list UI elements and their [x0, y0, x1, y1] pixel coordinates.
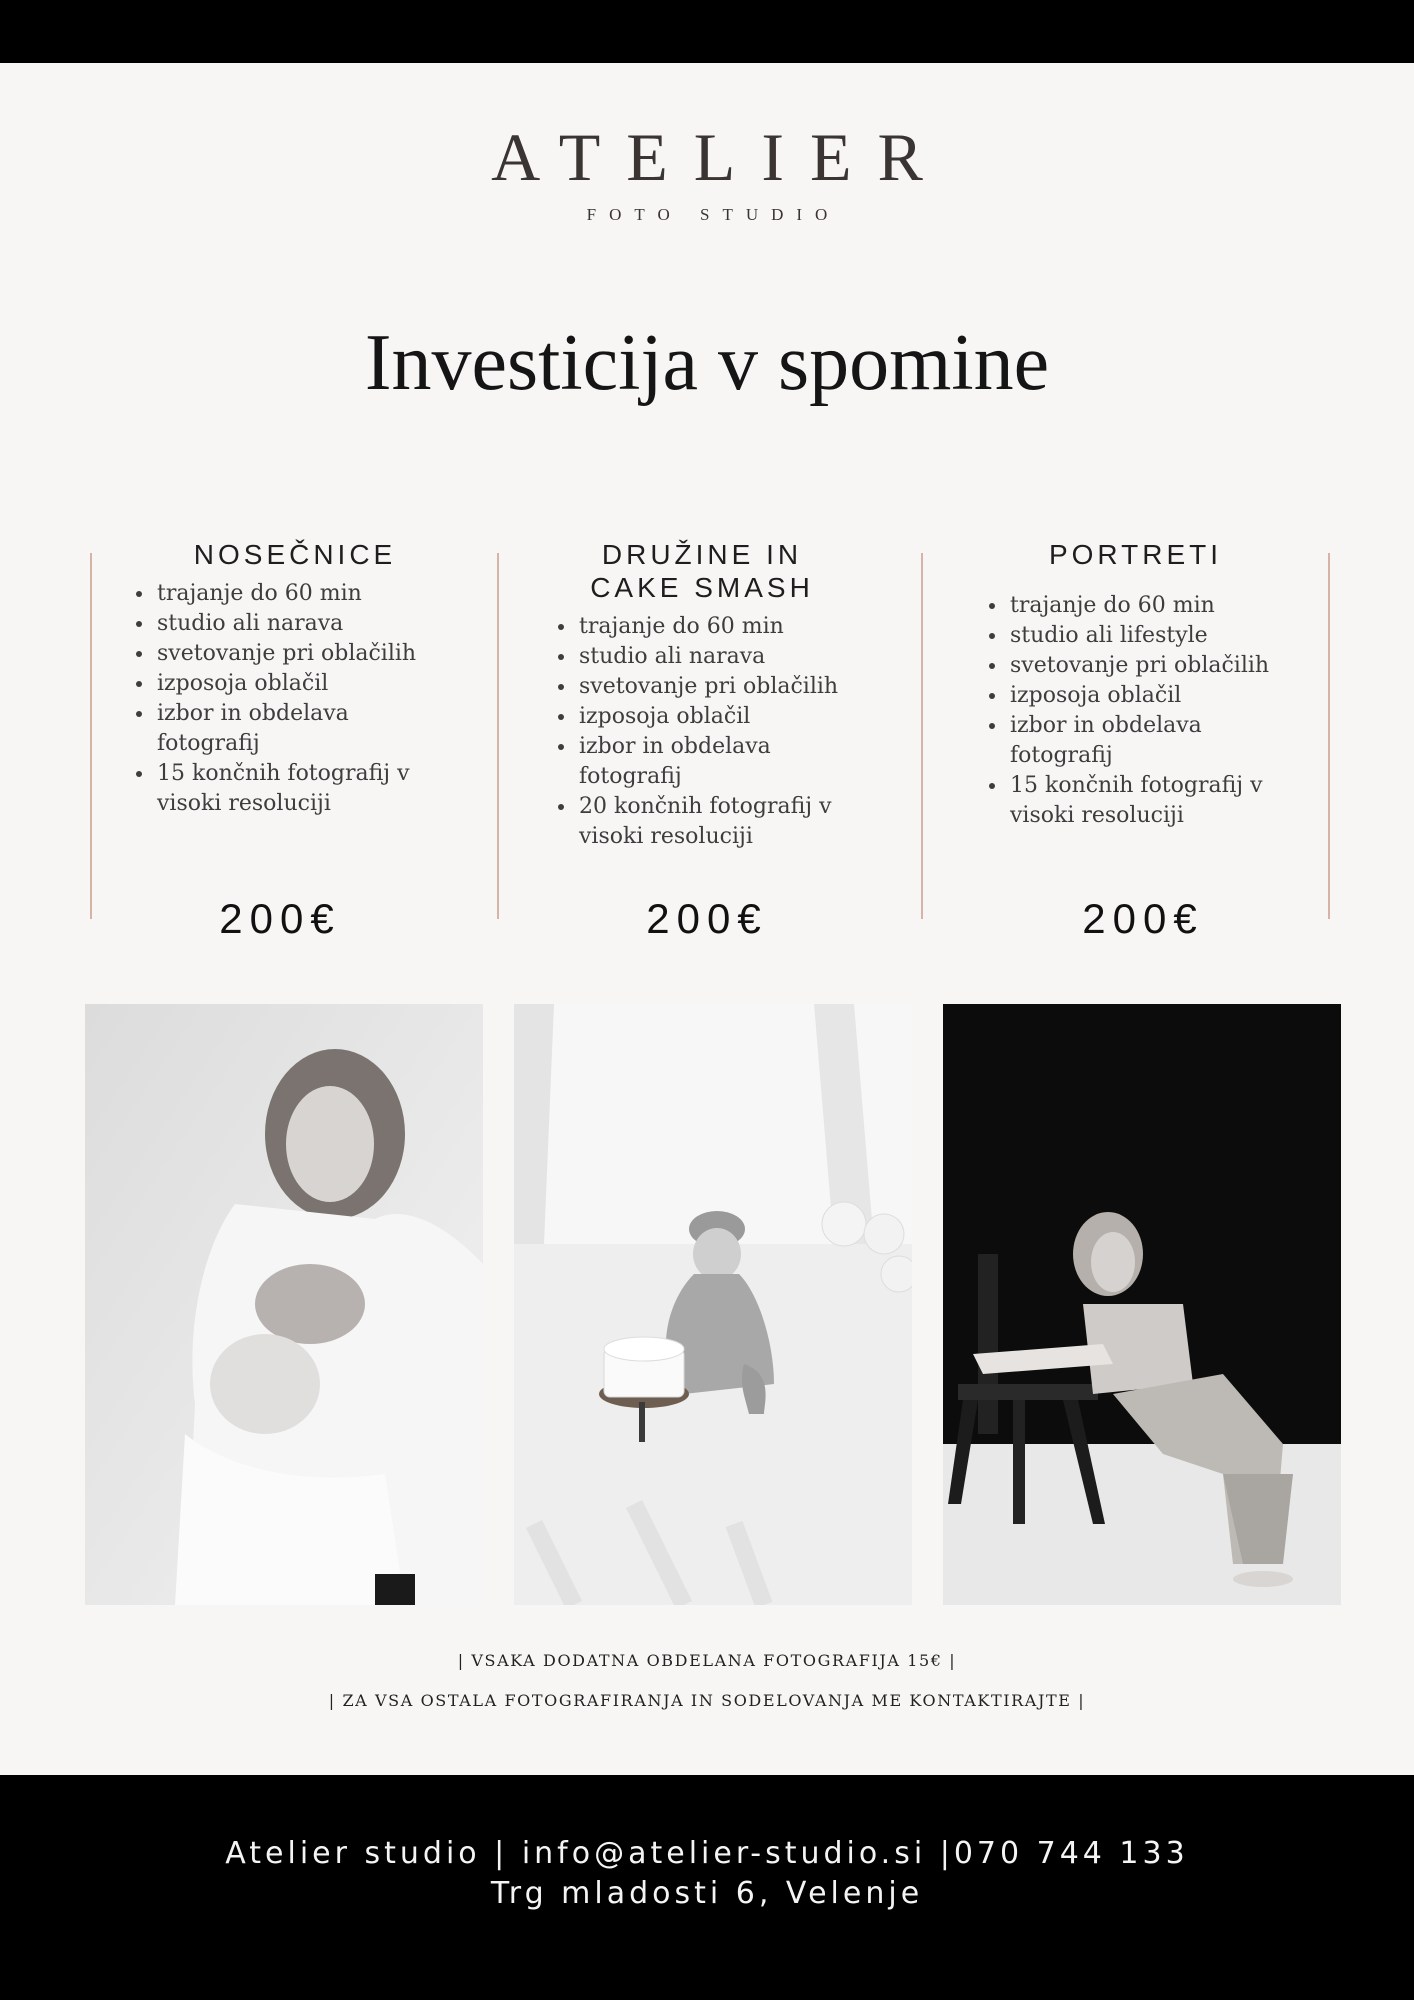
- package-feature-list: [547, 612, 887, 852]
- column-divider: [90, 553, 92, 919]
- package-title-line: PORTRETI: [1048, 539, 1223, 570]
- studio-logo: ATELIER: [491, 119, 949, 195]
- package-title-line: CAKE SMASH: [590, 572, 814, 603]
- column-divider: [921, 553, 923, 919]
- package-price: 200€: [646, 895, 768, 942]
- top-bar: [0, 0, 1414, 63]
- footer-address: Trg mladosti 6, Velenje: [490, 1876, 924, 1911]
- column-divider: [1328, 553, 1330, 919]
- package-portreti: [978, 538, 1318, 831]
- feature-item: • trajanje do 60 min: [577, 612, 887, 642]
- column-divider: [497, 553, 499, 919]
- feature-item: • svetovanje pri oblačilih: [1008, 651, 1318, 681]
- feature-item: • izposoja oblačil: [1008, 681, 1318, 711]
- feature-item: • izbor in obdelava fotografij: [1008, 711, 1210, 771]
- contact-note: | ZA VSA OSTALA FOTOGRAFIRANJA IN SODELOVANJA ME KONTAKTIRAJTE |: [328, 1691, 1086, 1710]
- page-title: Investicija v spomine: [364, 319, 1050, 407]
- feature-item: • 15 končnih fotografij v visoki resoluciji: [1008, 771, 1300, 831]
- feature-item: • studio ali narava: [577, 642, 887, 672]
- package-title: [547, 538, 857, 604]
- package-feature-list: [125, 579, 465, 819]
- package-druzine: [547, 538, 887, 852]
- feature-item: • 20 končnih fotografij v visoki resoluciji: [577, 792, 869, 852]
- extra-photo-note: | VSAKA DODATNA OBDELANA FOTOGRAFIJA 15€ |: [457, 1651, 957, 1670]
- feature-item: • studio ali lifestyle: [1008, 621, 1318, 651]
- footer-contact: Atelier studio | info@atelier-studio.si |070 744 133: [225, 1836, 1189, 1871]
- package-title: [125, 538, 465, 571]
- feature-item: • 15 končnih fotografij v visoki resoluciji: [155, 759, 447, 819]
- cake-smash-photo: [514, 1004, 912, 1605]
- feature-item: • svetovanje pri oblačilih: [577, 672, 887, 702]
- package-feature-list: [978, 591, 1318, 831]
- package-price: 200€: [1082, 895, 1204, 942]
- feature-item: • trajanje do 60 min: [155, 579, 465, 609]
- feature-item: • svetovanje pri oblačilih: [155, 639, 465, 669]
- package-title-line: DRUŽINE IN: [601, 539, 803, 570]
- feature-item: • izposoja oblačil: [577, 702, 887, 732]
- feature-item: • izposoja oblačil: [155, 669, 465, 699]
- portrait-photo: [943, 1004, 1341, 1605]
- maternity-photo: [85, 1004, 483, 1605]
- studio-logo-subtitle: FOTO STUDIO: [586, 205, 841, 224]
- package-nosecnice: [125, 538, 465, 819]
- feature-item: • izbor in obdelava fotografij: [577, 732, 779, 792]
- feature-item: • izbor in obdelava fotografij: [155, 699, 357, 759]
- feature-item: • trajanje do 60 min: [1008, 591, 1318, 621]
- package-title-line: NOSEČNICE: [193, 539, 397, 570]
- feature-item: • studio ali narava: [155, 609, 465, 639]
- package-price: 200€: [219, 895, 341, 942]
- package-title: [978, 538, 1293, 571]
